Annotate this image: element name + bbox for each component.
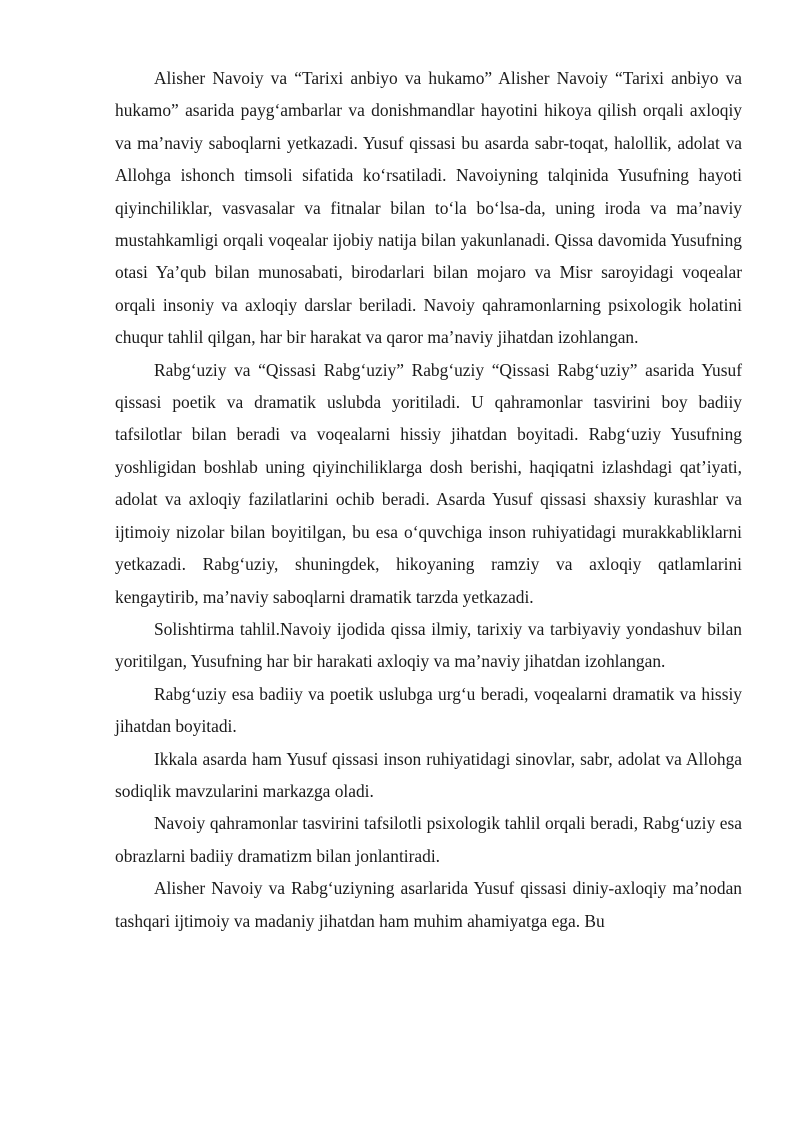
paragraph-comparative-analysis: Solishtirma tahlil.Navoiy ijodida qissa ilmiy, tarixiy va tarbiyaviy yondashuv bilan yoritilgan, Yusufning har bir harakati axloqiy va ma’naviy jihatdan izohlangan. — [115, 618, 742, 672]
paragraph-character-portrayal: Navoiy qahramonlar tasvirini tafsilotli psixologik tahlil orqali beradi, Rabg‘uziy esa obrazlarni badiiy dramatizm bilan jonlantiradi. — [115, 813, 742, 866]
paragraph-rabguziy-style: Rabg‘uziy esa badiiy va poetik uslubga urg‘u beradi, voqealarni dramatik va hissiy jihatdan boyitadi. — [115, 683, 742, 737]
paragraph-rabguziy-intro: Rabg‘uziy va “Qissasi Rabg‘uziy” Rabg‘uziy “Qissasi Rabg‘uziy” asarida Yusuf qissasi poetik va dramatik uslubda yoritiladi. U qahramonlar tasvirini boy badiiy tafsilotlar bilan beradi va voqealarni hissiy jihatdan boyitadi. Rabg‘uziy Yusufning yoshligidan boshlab uning qiyinchiliklarga dosh berishi, haqiqatni izlashdagi qat’iyati, adolat va axloqiy fazilatlarini ochib beradi. Asarda Yusuf qissasi shaxsiy kurashlar va ijtimoiy nizolar bilan boyitilgan, bu esa o‘quvchiga inson ruhiyatidagi murakkabliklarni yetkazadi. Rabg‘uziy, shuningdek, hikoyaning ramziy va axloqiy qatlamlarini kengaytirib, ma’naviy saboqlarni dramatik tarzda yetkazadi. — [115, 359, 742, 607]
body-text — [115, 62, 742, 937]
paragraph-common-themes: Ikkala asarda ham Yusuf qissasi inson ruhiyatidagi sinovlar, sabr, adolat va Allohga sodiqlik mavzularini markazga oladi. — [115, 748, 742, 801]
paragraph-navoiy-intro: Alisher Navoiy va “Tarixi anbiyo va hukamo” Alisher Navoiy “Tarixi anbiyo va hukamo” asarida payg‘ambarlar va donishmandlar hayotini hikoya qilish orqali axloqiy va ma’naviy saboqlarni yetkazadi. Yusuf qissasi bu asarda sabr-toqat, halollik, adolat va Allohga ishonch timsoli sifatida ko‘rsatiladi. Navoiyning talqinida Yusufning hayoti qiyinchiliklar, vasvasalar va fitnalar bilan to‘la bo‘lsa-da, uning iroda va ma’naviy mustahkamligi orqali voqealar ijobiy natija bilan yakunlanadi. Qissa davomida Yusufning otasi Ya’qub bilan munosabati, birodarlari bilan mojaro va Misr saroyidagi voqealar orqali insoniy va axloqiy darslar beriladi. Navoiy qahramonlarning psixologik holatini chuqur tahlil qilgan, har bir harakat va qaror ma’naviy jihatdan izohlangan. — [115, 68, 742, 348]
paragraph-significance: Alisher Navoiy va Rabg‘uziyning asarlarida Yusuf qissasi diniy-axloqiy ma’nodan tashqari ijtimoiy va madaniy jihatdan ham muhim ahamiyatga ega. Bu — [115, 878, 742, 931]
